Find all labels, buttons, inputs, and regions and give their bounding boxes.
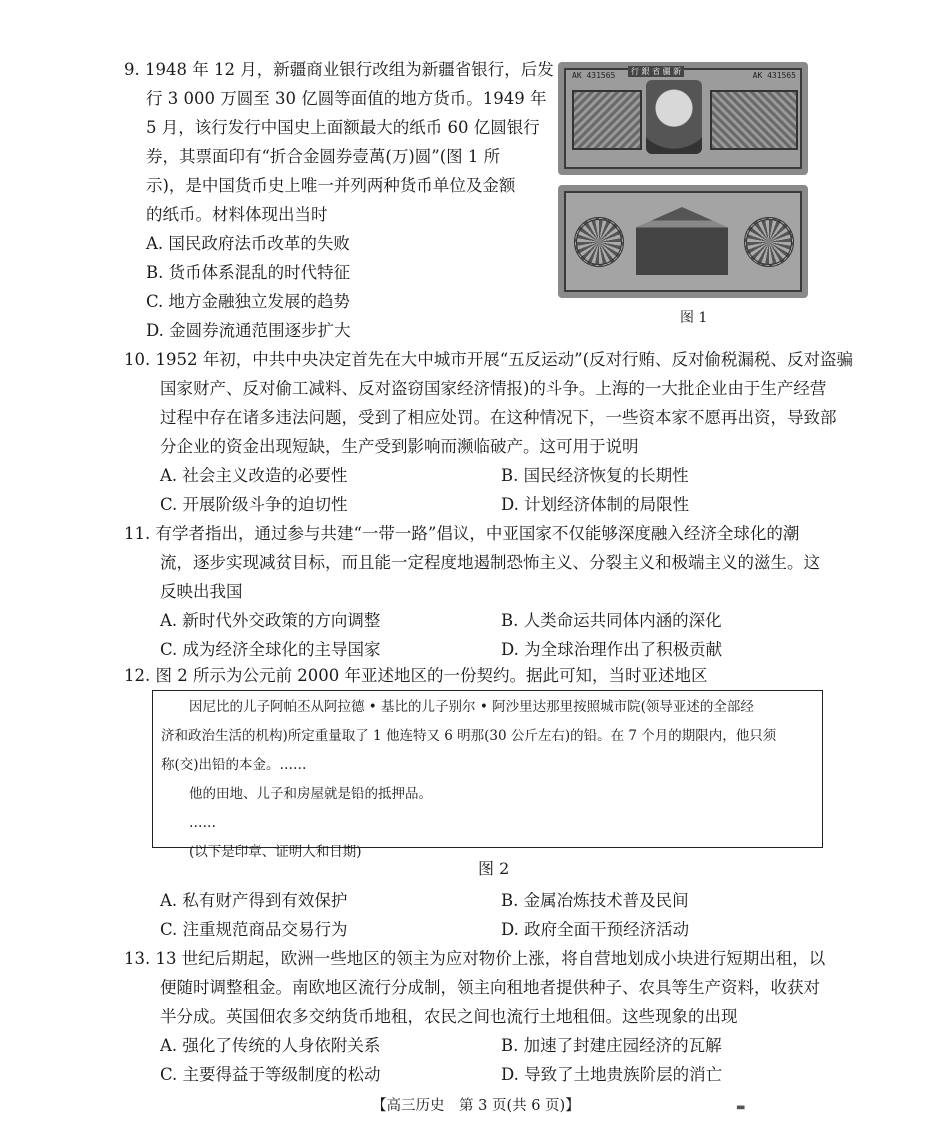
q13-option-c[interactable]: C. 主要得益于等级制度的松动	[160, 1065, 381, 1084]
q11-options-row	[138, 635, 834, 664]
q13-option-a[interactable]: A. 强化了传统的人身依附关系	[160, 1036, 381, 1055]
q10-stem-line: 过程中存在诸多违法问题，受到了相应处罚。在这种情况下，一些资本家不愿再出资，导致部	[160, 408, 837, 427]
q13-options-row	[138, 1060, 834, 1089]
q13-option-b[interactable]: B. 加速了封建庄园经济的瓦解	[501, 1036, 722, 1055]
banknote-title: 行 銀 省 疆 新	[628, 66, 684, 77]
q10-option-d[interactable]: D. 计划经济体制的局限性	[501, 495, 690, 514]
q13-option-d[interactable]: D. 导致了土地贵族阶层的消亡	[501, 1065, 723, 1084]
q9-stem-line: 5 月，该行发行中国史上面额最大的纸币 60 亿圆银行	[146, 118, 540, 137]
q10-stem-line: 10. 1952 年初，中共中央决定首先在大中城市开展“五反运动”(反对行贿、反对偷税漏税、反对盗骗	[124, 350, 854, 369]
contract-line: 他的田地、儿子和房屋就是铅的抵押品。	[189, 786, 432, 802]
contract-line: ……	[189, 815, 216, 831]
q11-stem-line: 流，逐步实现减贫目标，而且能一定程度地遏制恐怖主义、分裂主义和极端主义的滋生。这	[160, 553, 820, 572]
q11-stem-line: 11. 有学者指出，通过参与共建“一带一路”倡议，中亚国家不仅能够深度融入经济全球化的潮	[124, 524, 800, 543]
banknote-rosette	[574, 217, 624, 267]
question-9	[124, 55, 554, 345]
contract-line: 称(交)出铅的本金。……	[161, 757, 307, 773]
q11-option-c[interactable]: C. 成为经济全球化的主导国家	[160, 640, 381, 659]
figure-1-caption: 图 1	[680, 310, 708, 326]
q11-options-row	[138, 606, 834, 635]
q11-option-b[interactable]: B. 人类命运共同体内涵的深化	[501, 611, 722, 630]
q12-option-b[interactable]: B. 金属冶炼技术普及民间	[501, 891, 689, 910]
figure-2-caption: 图 2	[478, 859, 510, 878]
q11-option-a[interactable]: A. 新时代外交政策的方向调整	[160, 611, 381, 630]
q9-stem-line: 9. 1948 年 12 月，新疆商业银行改组为新疆省银行，后发	[124, 60, 554, 79]
q12-option-a[interactable]: A. 私有财产得到有效保护	[160, 891, 348, 910]
contract-line: 济和政治生活的机构)所定重量取了 1 他连特又 6 明那(30 公斤左右)的铅。在 7 个月的期限内，他只须	[161, 728, 777, 744]
q13-stem-line: 便随时调整租金。南欧地区流行分成制，领主向租地者提供种子、农具等生产资料，收获对	[160, 978, 820, 997]
q9-stem-line: 行 3 000 万圆至 30 亿圆等面值的地方货币。1949 年	[146, 89, 547, 108]
q12-options	[124, 886, 834, 944]
figure-1-banknote	[556, 62, 810, 302]
q9-option-a[interactable]: A. 国民政府法币改革的失败	[146, 234, 350, 253]
q12-options-row	[138, 886, 834, 915]
q12-stem-line: 12. 图 2 所示为公元前 2000 年亚述地区的一份契约。据此可知，当时亚述地区	[124, 666, 708, 685]
banknote-pattern	[710, 90, 798, 150]
q12-option-c[interactable]: C. 注重规范商品交易行为	[160, 920, 348, 939]
corner-mark: ▬	[736, 1102, 746, 1113]
q9-option-c[interactable]: C. 地方金融独立发展的趋势	[146, 292, 351, 311]
banknote-pattern	[572, 90, 642, 150]
banknote-back	[558, 185, 808, 298]
q10-stem-line: 国家财产、反对偷工减料、反对盗窃国家经济情报)的斗争。上海的一大批企业由于生产经营	[160, 379, 827, 398]
contract-line: (以下是印章、证明人和日期)	[189, 844, 362, 860]
banknote-portrait	[646, 80, 702, 154]
q10-option-a[interactable]: A. 社会主义改造的必要性	[160, 466, 348, 485]
q9-option-b[interactable]: B. 货币体系混乱的时代特征	[146, 263, 351, 282]
q10-stem-line: 分企业的资金出现短缺，生产受到影响而濒临破产。这可用于说明	[160, 437, 639, 456]
figure-2-contract	[152, 690, 823, 860]
q10-option-c[interactable]: C. 开展阶级斗争的迫切性	[160, 495, 348, 514]
banknote-serial-left: AK 431565	[572, 71, 616, 80]
q13-options-row	[138, 1031, 834, 1060]
q9-stem-line: 的纸币。材料体现出当时	[146, 205, 328, 224]
q9-stem-line: 示)，是中国货币史上唯一并列两种货币单位及金额	[146, 176, 516, 195]
q9-stem-line: 券，其票面印有“折合金圆券壹萬(万)圆”(图 1 所	[146, 147, 501, 166]
q12-options-row	[138, 915, 834, 944]
banknote-rosette	[744, 217, 794, 267]
page-footer: 【高三历史 第 3 页(共 6 页)】	[372, 1098, 580, 1114]
contract-line: 因尼比的儿子阿帕丕从阿拉德 • 基比的儿子别尔 • 阿沙里达那里按照城市院(领导亚述的全部经	[189, 699, 754, 715]
q13-stem-line: 半分成。英国佃农多交纳货币地租，农民之间也流行土地租佃。这些现象的出现	[160, 1007, 738, 1026]
q10-option-b[interactable]: B. 国民经济恢复的长期性	[501, 466, 689, 485]
q9-option-d[interactable]: D. 金圆券流通范围逐步扩大	[146, 321, 351, 340]
q10-options-row	[138, 490, 834, 519]
banknote-serial-right: AK 431565	[752, 71, 796, 80]
q12-option-d[interactable]: D. 政府全面干预经济活动	[501, 920, 690, 939]
question-11	[124, 519, 834, 664]
q13-stem-line: 13. 13 世纪后期起，欧洲一些地区的领主为应对物价上涨，将自营地划成小块进行短期出租，以	[124, 949, 826, 968]
question-12	[124, 661, 834, 690]
q11-stem-line: 反映出我国	[160, 582, 243, 601]
banknote-front	[558, 62, 808, 175]
q11-option-d[interactable]: D. 为全球治理作出了积极贡献	[501, 640, 723, 659]
question-10	[124, 345, 854, 519]
q10-options-row	[138, 461, 834, 490]
question-13	[124, 944, 834, 1089]
